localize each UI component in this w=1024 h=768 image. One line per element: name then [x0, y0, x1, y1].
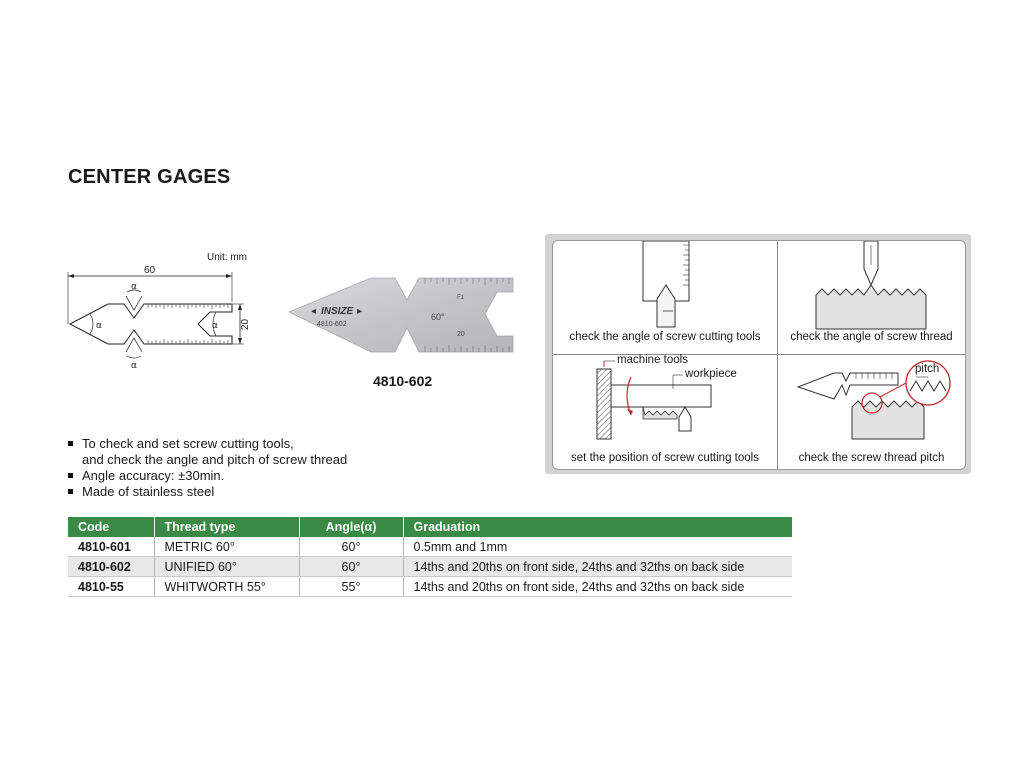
bullet-icon: [68, 489, 73, 494]
photo-side: F1: [457, 295, 465, 301]
cell-thread-type: WHITWORTH 55°: [154, 577, 299, 597]
cell-code: 4810-55: [68, 577, 154, 597]
label-pitch: pitch: [915, 363, 940, 375]
brand-logo-text: INSIZE: [321, 306, 354, 317]
usage-cell-tool-angle: [553, 241, 777, 354]
cell-graduation: 0.5mm and 1mm: [403, 537, 792, 557]
arrow-left: ◂: [311, 306, 317, 317]
product-photo: [283, 276, 515, 363]
cell-code: 4810-601: [68, 537, 154, 557]
col-header-code: Code: [68, 517, 154, 537]
alpha-bottom: α: [131, 361, 137, 371]
arrow-right: ▸: [357, 306, 363, 317]
col-header-angle: Angle(α): [299, 517, 403, 537]
dim-height-text: 20: [240, 318, 251, 330]
unit-label: Unit: mm: [207, 252, 247, 263]
usage-panel: [545, 234, 971, 474]
col-header-thread-type: Thread type: [154, 517, 299, 537]
usage-cell-thread-angle: [778, 241, 965, 354]
model-label: 4810-602: [373, 373, 433, 389]
usage-caption: check the screw thread pitch: [798, 452, 945, 464]
feature-item-continued: and check the angle and pitch of screw thread: [82, 452, 348, 467]
cell-code: 4810-602: [68, 557, 154, 577]
usage-cell-thread-pitch: [778, 355, 965, 469]
bullet-icon: [68, 473, 73, 478]
photo-angle: 60°: [431, 312, 445, 322]
alpha-left: α: [96, 321, 102, 331]
page-title: CENTER GAGES: [68, 166, 231, 188]
usage-caption: check the angle of screw thread: [790, 331, 953, 343]
spec-table: [68, 517, 792, 597]
cell-thread-type: METRIC 60°: [154, 537, 299, 557]
cell-thread-type: UNIFIED 60°: [154, 557, 299, 577]
cell-graduation: 14ths and 20ths on front side, 24ths and 32ths on back side: [403, 557, 792, 577]
label-machine-tools: machine tools: [617, 354, 688, 366]
table-row: [68, 537, 792, 557]
usage-caption: set the position of screw cutting tools: [571, 452, 759, 464]
feature-item: Made of stainless steel: [68, 484, 347, 500]
usage-caption: check the angle of screw cutting tools: [569, 331, 761, 343]
dim-length-text: 60: [144, 265, 156, 276]
col-header-graduation: Graduation: [403, 517, 792, 537]
feature-list: [68, 436, 347, 500]
feature-item: To check and set screw cutting tools,: [68, 436, 347, 452]
label-workpiece: workpiece: [685, 368, 737, 380]
alpha-right: α: [212, 321, 218, 331]
usage-cell-tool-position: [553, 355, 777, 469]
photo-part-no: 4810-602: [317, 321, 347, 328]
cell-angle: 60°: [299, 537, 403, 557]
table-header-row: [68, 517, 792, 537]
photo-mark: 20: [457, 331, 465, 338]
bullet-icon: [68, 441, 73, 446]
feature-item: Angle accuracy: ±30min.: [68, 468, 347, 484]
cell-angle: 55°: [299, 577, 403, 597]
cell-graduation: 14ths and 20ths on front side, 24ths and 32ths on back side: [403, 577, 792, 597]
table-row: [68, 577, 792, 597]
dimension-drawing: [60, 262, 260, 377]
cell-angle: 60°: [299, 557, 403, 577]
table-row: [68, 557, 792, 577]
alpha-top: α: [131, 282, 137, 292]
